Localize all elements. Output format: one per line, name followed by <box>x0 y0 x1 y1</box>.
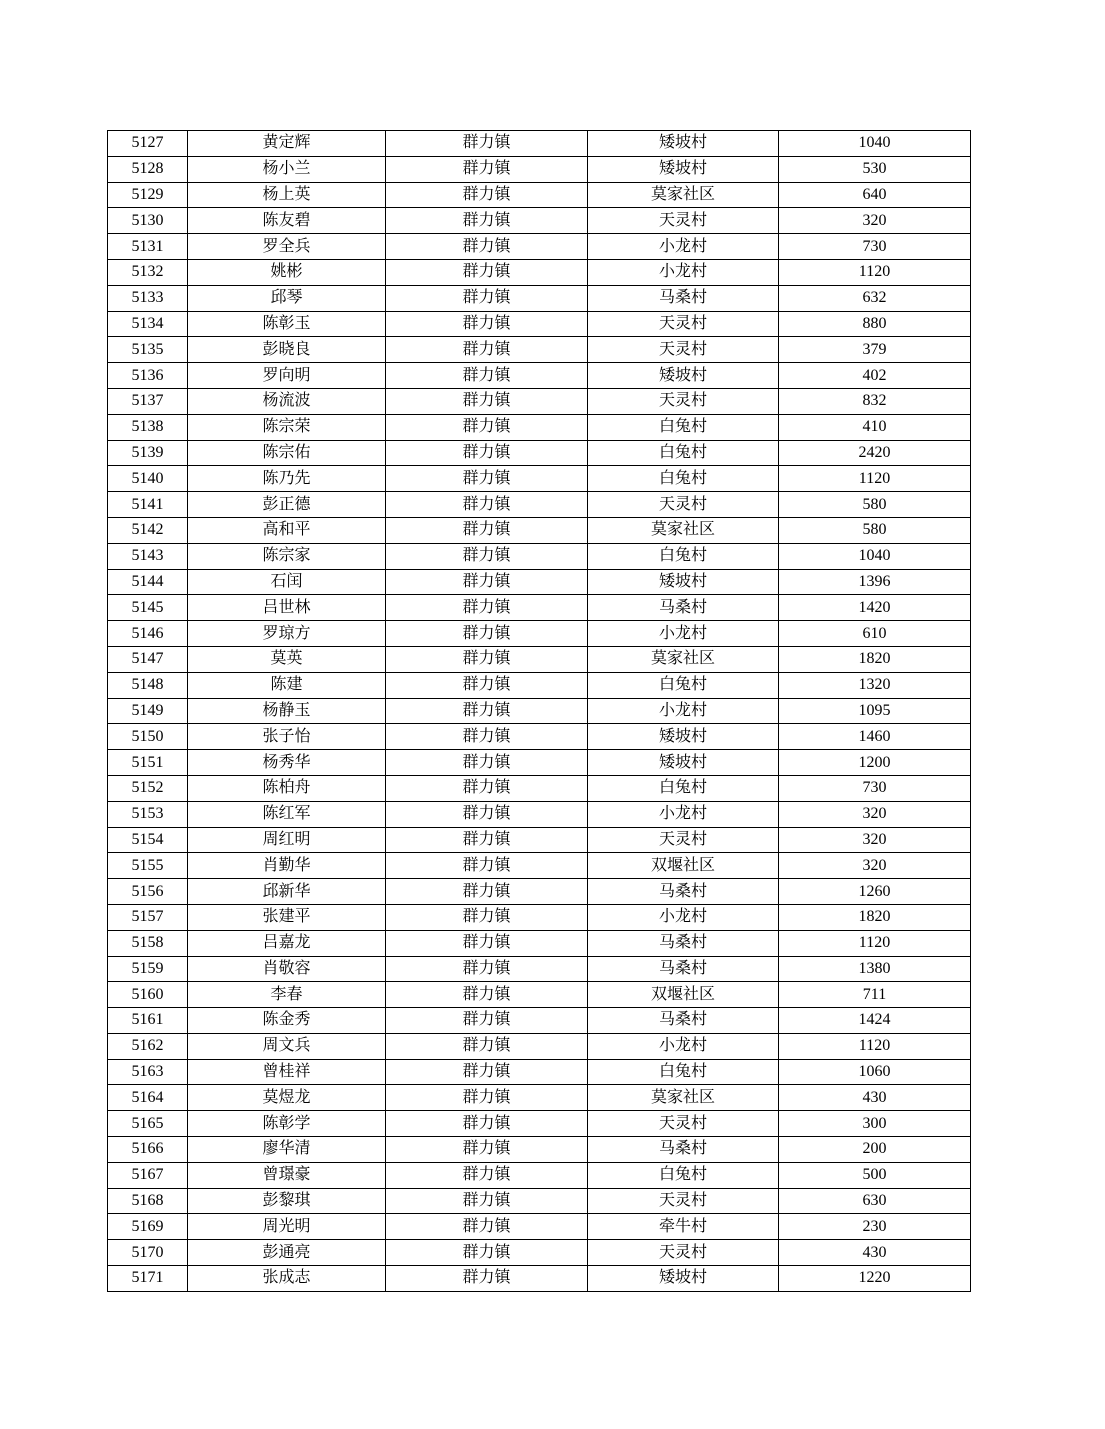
cell-name: 张建平 <box>188 904 386 930</box>
cell-village: 牵牛村 <box>588 1214 779 1240</box>
cell-id: 5165 <box>108 1111 188 1137</box>
cell-id: 5162 <box>108 1033 188 1059</box>
cell-village: 白兔村 <box>588 543 779 569</box>
cell-name: 罗向明 <box>188 363 386 389</box>
cell-town: 群力镇 <box>386 156 588 182</box>
cell-town: 群力镇 <box>386 259 588 285</box>
table-row <box>108 234 971 260</box>
cell-village: 白兔村 <box>588 1059 779 1085</box>
cell-town: 群力镇 <box>386 388 588 414</box>
cell-id: 5157 <box>108 904 188 930</box>
cell-id: 5151 <box>108 750 188 776</box>
cell-town: 群力镇 <box>386 1162 588 1188</box>
cell-town: 群力镇 <box>386 1033 588 1059</box>
cell-id: 5132 <box>108 259 188 285</box>
cell-amount: 1460 <box>779 724 971 750</box>
cell-id: 5127 <box>108 131 188 157</box>
cell-name: 高和平 <box>188 517 386 543</box>
cell-id: 5143 <box>108 543 188 569</box>
table-row <box>108 724 971 750</box>
table-row <box>108 440 971 466</box>
cell-town: 群力镇 <box>386 1008 588 1034</box>
cell-id: 5160 <box>108 982 188 1008</box>
table-row <box>108 595 971 621</box>
cell-name: 黄定辉 <box>188 131 386 157</box>
table-row <box>108 388 971 414</box>
cell-amount: 530 <box>779 156 971 182</box>
cell-name: 陈宗家 <box>188 543 386 569</box>
table-row <box>108 801 971 827</box>
table-row <box>108 363 971 389</box>
cell-town: 群力镇 <box>386 569 588 595</box>
cell-amount: 300 <box>779 1111 971 1137</box>
cell-town: 群力镇 <box>386 1188 588 1214</box>
table-row <box>108 1162 971 1188</box>
cell-id: 5128 <box>108 156 188 182</box>
cell-name: 吕嘉龙 <box>188 930 386 956</box>
cell-amount: 640 <box>779 182 971 208</box>
cell-village: 白兔村 <box>588 466 779 492</box>
cell-id: 5154 <box>108 827 188 853</box>
table-row <box>108 646 971 672</box>
cell-id: 5130 <box>108 208 188 234</box>
cell-amount: 1220 <box>779 1266 971 1292</box>
cell-id: 5141 <box>108 492 188 518</box>
cell-name: 杨秀华 <box>188 750 386 776</box>
cell-amount: 880 <box>779 311 971 337</box>
cell-name: 罗全兵 <box>188 234 386 260</box>
cell-town: 群力镇 <box>386 698 588 724</box>
table-row <box>108 337 971 363</box>
cell-amount: 630 <box>779 1188 971 1214</box>
cell-town: 群力镇 <box>386 827 588 853</box>
table-row <box>108 982 971 1008</box>
cell-id: 5170 <box>108 1240 188 1266</box>
cell-town: 群力镇 <box>386 982 588 1008</box>
cell-town: 群力镇 <box>386 466 588 492</box>
cell-name: 李春 <box>188 982 386 1008</box>
table-row <box>108 285 971 311</box>
cell-town: 群力镇 <box>386 208 588 234</box>
cell-village: 马桑村 <box>588 1008 779 1034</box>
cell-name: 杨上英 <box>188 182 386 208</box>
cell-id: 5167 <box>108 1162 188 1188</box>
table-row <box>108 492 971 518</box>
cell-amount: 230 <box>779 1214 971 1240</box>
cell-town: 群力镇 <box>386 621 588 647</box>
cell-amount: 730 <box>779 234 971 260</box>
cell-town: 群力镇 <box>386 414 588 440</box>
cell-amount: 1820 <box>779 904 971 930</box>
cell-village: 矮坡村 <box>588 569 779 595</box>
cell-town: 群力镇 <box>386 801 588 827</box>
cell-village: 小龙村 <box>588 904 779 930</box>
table-row <box>108 1059 971 1085</box>
cell-amount: 1060 <box>779 1059 971 1085</box>
cell-town: 群力镇 <box>386 646 588 672</box>
table-row <box>108 1188 971 1214</box>
table-row <box>108 311 971 337</box>
cell-town: 群力镇 <box>386 337 588 363</box>
cell-amount: 1380 <box>779 956 971 982</box>
table-row <box>108 930 971 956</box>
cell-village: 天灵村 <box>588 388 779 414</box>
table-row <box>108 621 971 647</box>
table-row <box>108 1214 971 1240</box>
table-row <box>108 879 971 905</box>
cell-id: 5140 <box>108 466 188 492</box>
cell-town: 群力镇 <box>386 750 588 776</box>
cell-amount: 1820 <box>779 646 971 672</box>
cell-name: 罗琼方 <box>188 621 386 647</box>
cell-village: 白兔村 <box>588 672 779 698</box>
cell-village: 双堰社区 <box>588 853 779 879</box>
cell-name: 邱新华 <box>188 879 386 905</box>
cell-name: 陈宗佑 <box>188 440 386 466</box>
cell-id: 5135 <box>108 337 188 363</box>
table-row <box>108 775 971 801</box>
cell-name: 陈柏舟 <box>188 775 386 801</box>
cell-village: 马桑村 <box>588 1137 779 1163</box>
table-row <box>108 156 971 182</box>
cell-name: 肖勤华 <box>188 853 386 879</box>
table-row <box>108 1137 971 1163</box>
cell-name: 陈建 <box>188 672 386 698</box>
cell-name: 杨流波 <box>188 388 386 414</box>
cell-amount: 580 <box>779 517 971 543</box>
cell-amount: 320 <box>779 801 971 827</box>
cell-town: 群力镇 <box>386 182 588 208</box>
cell-village: 双堰社区 <box>588 982 779 1008</box>
cell-town: 群力镇 <box>386 492 588 518</box>
cell-name: 陈彰学 <box>188 1111 386 1137</box>
cell-name: 杨静玉 <box>188 698 386 724</box>
cell-amount: 1420 <box>779 595 971 621</box>
cell-amount: 500 <box>779 1162 971 1188</box>
cell-village: 天灵村 <box>588 1111 779 1137</box>
cell-town: 群力镇 <box>386 724 588 750</box>
cell-town: 群力镇 <box>386 1085 588 1111</box>
cell-amount: 1120 <box>779 466 971 492</box>
cell-amount: 320 <box>779 853 971 879</box>
cell-village: 天灵村 <box>588 1240 779 1266</box>
table-row <box>108 208 971 234</box>
cell-amount: 1320 <box>779 672 971 698</box>
cell-village: 小龙村 <box>588 621 779 647</box>
cell-village: 莫家社区 <box>588 646 779 672</box>
cell-village: 小龙村 <box>588 234 779 260</box>
cell-id: 5168 <box>108 1188 188 1214</box>
cell-name: 曾桂祥 <box>188 1059 386 1085</box>
cell-amount: 320 <box>779 208 971 234</box>
cell-name: 莫煜龙 <box>188 1085 386 1111</box>
cell-id: 5133 <box>108 285 188 311</box>
cell-name: 周光明 <box>188 1214 386 1240</box>
table-row <box>108 1008 971 1034</box>
cell-name: 陈乃先 <box>188 466 386 492</box>
cell-id: 5158 <box>108 930 188 956</box>
cell-village: 马桑村 <box>588 956 779 982</box>
cell-village: 矮坡村 <box>588 1266 779 1292</box>
table-row <box>108 750 971 776</box>
cell-amount: 430 <box>779 1085 971 1111</box>
cell-name: 陈金秀 <box>188 1008 386 1034</box>
cell-id: 5146 <box>108 621 188 647</box>
cell-town: 群力镇 <box>386 543 588 569</box>
table-row <box>108 517 971 543</box>
cell-id: 5144 <box>108 569 188 595</box>
data-table <box>107 130 971 1292</box>
cell-id: 5159 <box>108 956 188 982</box>
cell-name: 石闰 <box>188 569 386 595</box>
cell-village: 矮坡村 <box>588 724 779 750</box>
cell-id: 5152 <box>108 775 188 801</box>
cell-amount: 580 <box>779 492 971 518</box>
cell-village: 白兔村 <box>588 1162 779 1188</box>
table-row <box>108 1240 971 1266</box>
cell-id: 5138 <box>108 414 188 440</box>
cell-name: 邱琴 <box>188 285 386 311</box>
cell-amount: 379 <box>779 337 971 363</box>
cell-town: 群力镇 <box>386 853 588 879</box>
cell-village: 天灵村 <box>588 311 779 337</box>
cell-village: 莫家社区 <box>588 182 779 208</box>
cell-amount: 1120 <box>779 1033 971 1059</box>
cell-id: 5129 <box>108 182 188 208</box>
cell-id: 5136 <box>108 363 188 389</box>
cell-village: 小龙村 <box>588 259 779 285</box>
cell-id: 5147 <box>108 646 188 672</box>
cell-town: 群力镇 <box>386 1111 588 1137</box>
cell-village: 莫家社区 <box>588 517 779 543</box>
table-row <box>108 182 971 208</box>
table-row <box>108 672 971 698</box>
cell-town: 群力镇 <box>386 1214 588 1240</box>
cell-name: 姚彬 <box>188 259 386 285</box>
cell-id: 5163 <box>108 1059 188 1085</box>
cell-town: 群力镇 <box>386 595 588 621</box>
cell-id: 5153 <box>108 801 188 827</box>
table-body <box>108 131 971 1292</box>
cell-town: 群力镇 <box>386 517 588 543</box>
cell-amount: 430 <box>779 1240 971 1266</box>
cell-id: 5134 <box>108 311 188 337</box>
cell-amount: 632 <box>779 285 971 311</box>
cell-village: 天灵村 <box>588 827 779 853</box>
cell-amount: 1120 <box>779 259 971 285</box>
cell-village: 天灵村 <box>588 492 779 518</box>
cell-name: 陈红军 <box>188 801 386 827</box>
cell-village: 矮坡村 <box>588 363 779 389</box>
cell-id: 5161 <box>108 1008 188 1034</box>
cell-town: 群力镇 <box>386 311 588 337</box>
cell-name: 彭正德 <box>188 492 386 518</box>
cell-village: 天灵村 <box>588 208 779 234</box>
cell-name: 廖华清 <box>188 1137 386 1163</box>
cell-town: 群力镇 <box>386 904 588 930</box>
cell-name: 陈彰玉 <box>188 311 386 337</box>
cell-amount: 1200 <box>779 750 971 776</box>
cell-amount: 730 <box>779 775 971 801</box>
cell-town: 群力镇 <box>386 285 588 311</box>
cell-town: 群力镇 <box>386 1137 588 1163</box>
cell-village: 小龙村 <box>588 801 779 827</box>
cell-id: 5156 <box>108 879 188 905</box>
cell-amount: 1396 <box>779 569 971 595</box>
table-row <box>108 543 971 569</box>
cell-amount: 1424 <box>779 1008 971 1034</box>
cell-village: 马桑村 <box>588 595 779 621</box>
cell-name: 杨小兰 <box>188 156 386 182</box>
cell-town: 群力镇 <box>386 1266 588 1292</box>
cell-amount: 610 <box>779 621 971 647</box>
cell-name: 陈宗荣 <box>188 414 386 440</box>
cell-amount: 1040 <box>779 131 971 157</box>
cell-amount: 1260 <box>779 879 971 905</box>
cell-name: 吕世林 <box>188 595 386 621</box>
cell-village: 矮坡村 <box>588 131 779 157</box>
cell-name: 彭黎琪 <box>188 1188 386 1214</box>
cell-village: 小龙村 <box>588 1033 779 1059</box>
cell-name: 莫英 <box>188 646 386 672</box>
table-row <box>108 1033 971 1059</box>
cell-id: 5155 <box>108 853 188 879</box>
cell-town: 群力镇 <box>386 234 588 260</box>
cell-village: 莫家社区 <box>588 1085 779 1111</box>
cell-village: 马桑村 <box>588 930 779 956</box>
cell-town: 群力镇 <box>386 363 588 389</box>
table-row <box>108 956 971 982</box>
cell-id: 5149 <box>108 698 188 724</box>
cell-amount: 200 <box>779 1137 971 1163</box>
cell-name: 彭通亮 <box>188 1240 386 1266</box>
cell-name: 彭晓良 <box>188 337 386 363</box>
cell-town: 群力镇 <box>386 956 588 982</box>
cell-id: 5169 <box>108 1214 188 1240</box>
cell-amount: 410 <box>779 414 971 440</box>
cell-village: 马桑村 <box>588 879 779 905</box>
cell-village: 白兔村 <box>588 775 779 801</box>
cell-village: 小龙村 <box>588 698 779 724</box>
cell-name: 陈友碧 <box>188 208 386 234</box>
cell-id: 5166 <box>108 1137 188 1163</box>
cell-amount: 1095 <box>779 698 971 724</box>
cell-amount: 832 <box>779 388 971 414</box>
cell-id: 5145 <box>108 595 188 621</box>
cell-amount: 320 <box>779 827 971 853</box>
cell-town: 群力镇 <box>386 775 588 801</box>
cell-amount: 2420 <box>779 440 971 466</box>
cell-name: 张子怡 <box>188 724 386 750</box>
cell-town: 群力镇 <box>386 440 588 466</box>
table-row <box>108 853 971 879</box>
cell-village: 马桑村 <box>588 285 779 311</box>
table-row <box>108 1111 971 1137</box>
cell-id: 5137 <box>108 388 188 414</box>
cell-village: 矮坡村 <box>588 156 779 182</box>
cell-village: 白兔村 <box>588 414 779 440</box>
cell-id: 5150 <box>108 724 188 750</box>
cell-id: 5139 <box>108 440 188 466</box>
cell-town: 群力镇 <box>386 1059 588 1085</box>
cell-town: 群力镇 <box>386 930 588 956</box>
cell-town: 群力镇 <box>386 879 588 905</box>
table-row <box>108 414 971 440</box>
cell-village: 天灵村 <box>588 1188 779 1214</box>
cell-village: 天灵村 <box>588 337 779 363</box>
cell-id: 5171 <box>108 1266 188 1292</box>
table-row <box>108 904 971 930</box>
table-row <box>108 1266 971 1292</box>
cell-village: 白兔村 <box>588 440 779 466</box>
cell-name: 周红明 <box>188 827 386 853</box>
cell-name: 肖敬容 <box>188 956 386 982</box>
table-row <box>108 259 971 285</box>
cell-name: 张成志 <box>188 1266 386 1292</box>
cell-id: 5148 <box>108 672 188 698</box>
cell-amount: 711 <box>779 982 971 1008</box>
cell-name: 周文兵 <box>188 1033 386 1059</box>
table-row <box>108 131 971 157</box>
table-row <box>108 466 971 492</box>
cell-name: 曾璟豪 <box>188 1162 386 1188</box>
cell-town: 群力镇 <box>386 672 588 698</box>
cell-id: 5131 <box>108 234 188 260</box>
table-row <box>108 1085 971 1111</box>
cell-village: 矮坡村 <box>588 750 779 776</box>
cell-amount: 1040 <box>779 543 971 569</box>
cell-town: 群力镇 <box>386 1240 588 1266</box>
table-row <box>108 698 971 724</box>
cell-id: 5142 <box>108 517 188 543</box>
table-row <box>108 569 971 595</box>
cell-id: 5164 <box>108 1085 188 1111</box>
cell-amount: 1120 <box>779 930 971 956</box>
cell-town: 群力镇 <box>386 131 588 157</box>
cell-amount: 402 <box>779 363 971 389</box>
table-row <box>108 827 971 853</box>
